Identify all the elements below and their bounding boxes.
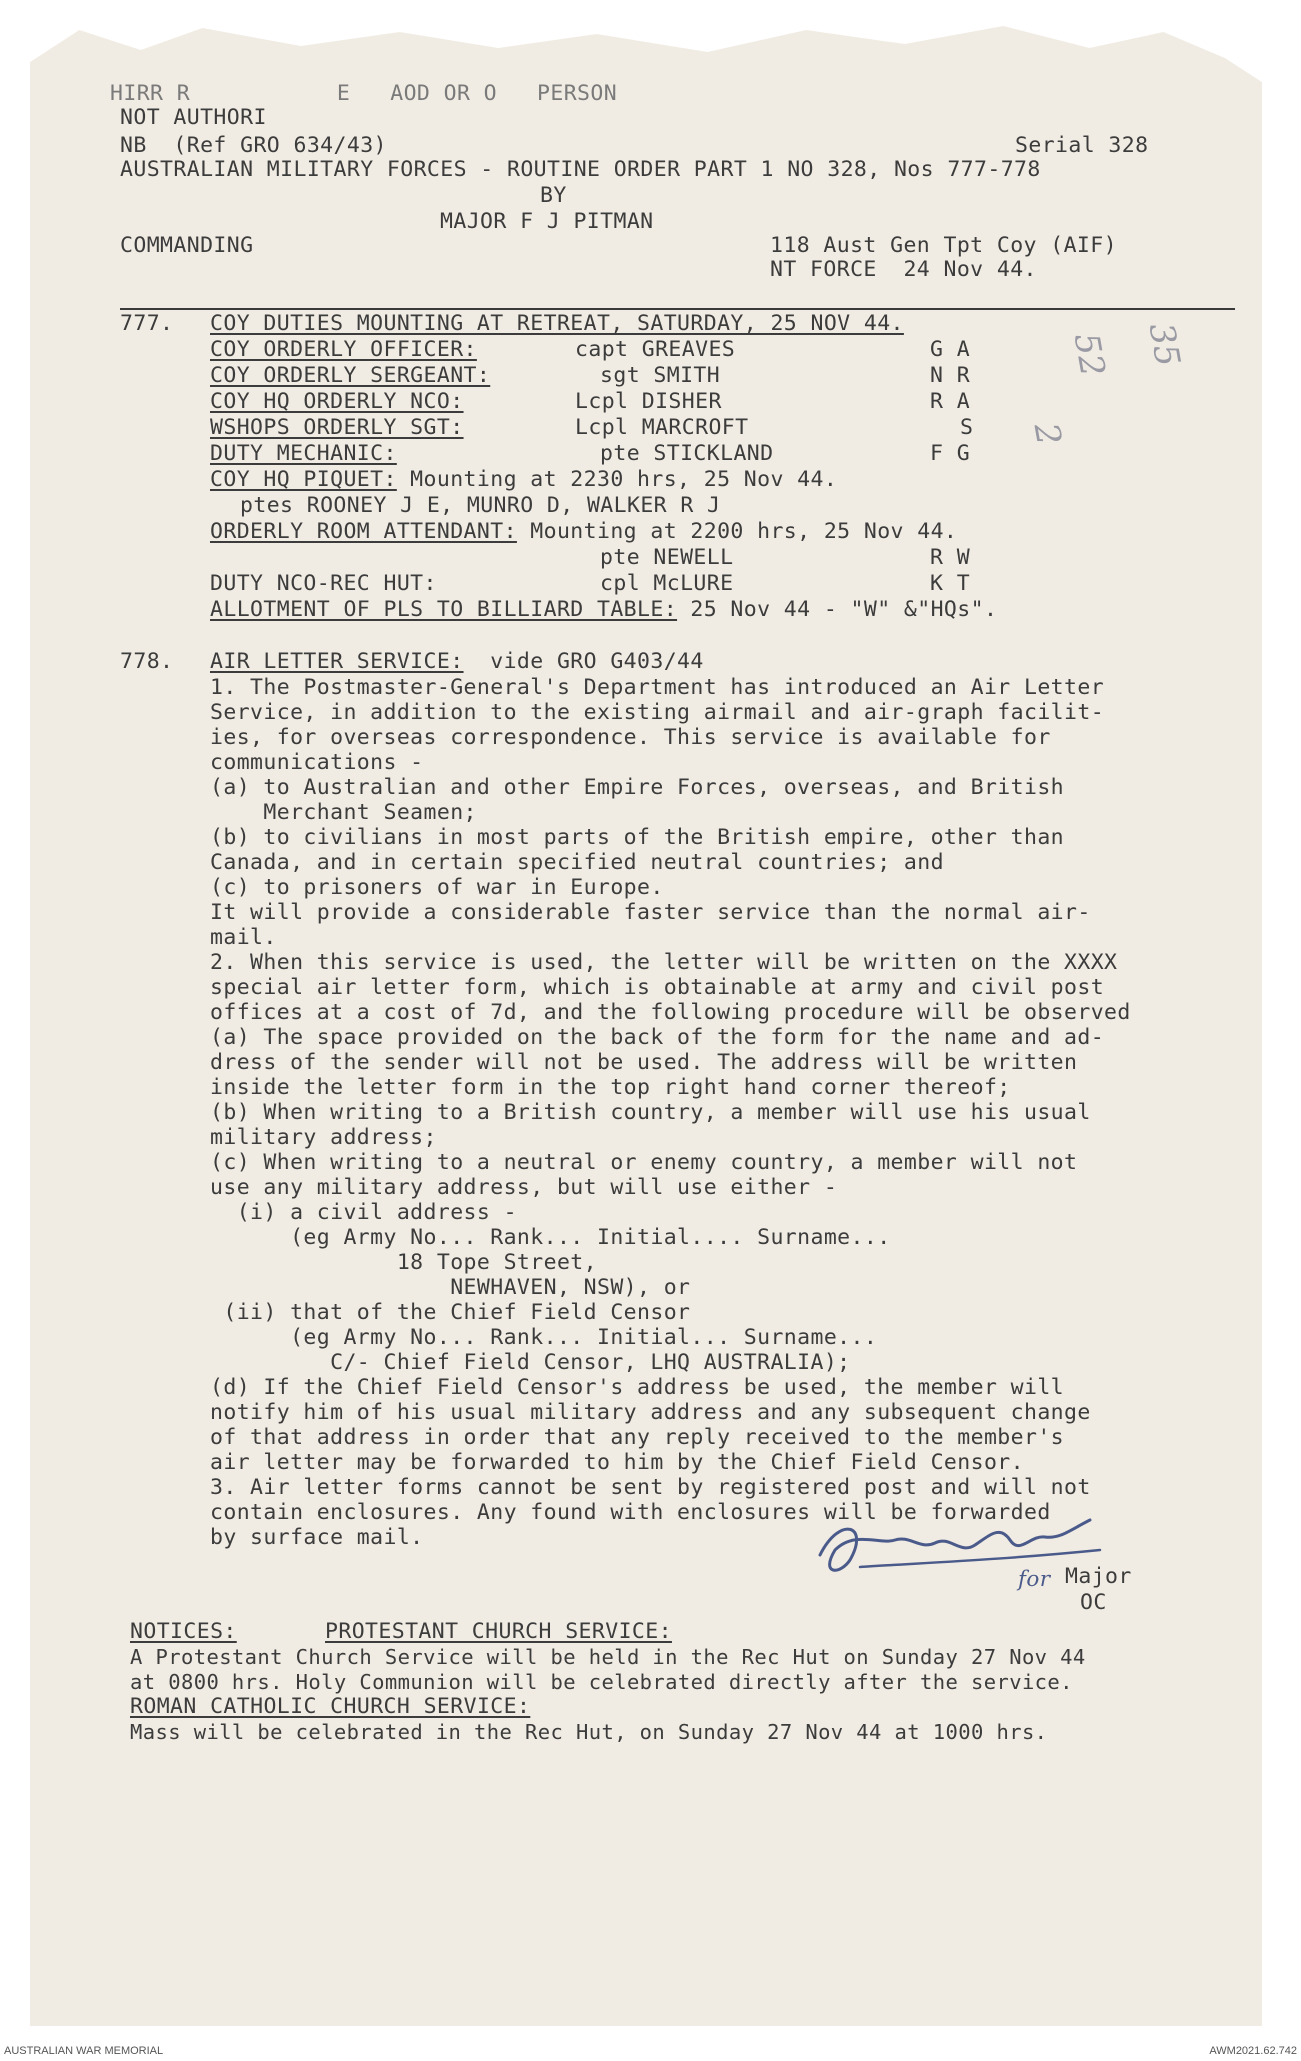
signature-for: for [1018, 1567, 1051, 1592]
body-line: contain enclosures. Any found with enclosures will be forwarded [210, 1500, 1051, 1525]
duty-label: COY HQ ORDERLY NCO: [210, 389, 464, 414]
body-line: Service, in addition to the existing airmail and air-graph facilit- [210, 700, 1105, 725]
orderly-room-label: ORDERLY ROOM ATTENDANT: [210, 519, 517, 544]
duty-code: F G [930, 441, 971, 466]
order-778-ref: vide GRO G403/44 [463, 649, 704, 674]
body-line: 3. Air letter forms cannot be sent by registered post and will not [210, 1475, 1091, 1500]
order-777-number: 777. [120, 311, 174, 336]
body-line: use any military address, but will use either - [210, 1175, 838, 1200]
rec-hut-code: K T [930, 571, 971, 596]
header-ref: NB (Ref GRO 634/43) [120, 133, 387, 158]
duty-code: N R [930, 363, 971, 388]
duty-name: sgt SMITH [600, 363, 721, 388]
header-not-authorised: NOT AUTHORI [120, 105, 267, 130]
header-faded-line: HIRR R E AOD OR O PERSON [110, 81, 618, 106]
body-line: Canada, and in certain specified neutral countries; and [210, 850, 944, 875]
orderly-room-line [210, 520, 957, 544]
footer-accession: AWM2021.62.742 [1209, 2045, 1297, 2057]
header-title: AUSTRALIAN MILITARY FORCES - ROUTINE ORDER PART 1 NO 328, Nos 777-778 [120, 157, 1041, 182]
body-line: C/- Chief Field Censor, LHQ AUSTRALIA); [210, 1350, 851, 1375]
piquet-line [210, 468, 837, 492]
body-line: (eg Army No... Rank... Initial.... Surname... [210, 1225, 891, 1250]
protestant-service-line2: at 0800 hrs. Holy Communion will be celebrated directly after the service. [130, 1670, 1073, 1694]
body-line: Merchant Seamen; [210, 800, 477, 825]
protestant-service-label: PROTESTANT CHURCH SERVICE: [325, 1619, 672, 1644]
body-line: It will provide a considerable faster service than the normal air- [210, 900, 1091, 925]
piquet-names: ptes ROONEY J E, MUNRO D, WALKER R J [240, 493, 721, 518]
body-line: (eg Army No... Rank... Initial... Surname... [210, 1325, 878, 1350]
body-line: by surface mail. [210, 1525, 424, 1550]
body-line: offices at a cost of 7d, and the following procedure will be observed [210, 1000, 1131, 1025]
body-line: notify him of his usual military address and any subsequent change [210, 1400, 1091, 1425]
duty-code: S [960, 415, 974, 440]
body-line: (b) to civilians in most parts of the British empire, other than [210, 825, 1065, 850]
body-line: air letter may be forwarded to him by the Chief Field Censor. [210, 1450, 1024, 1475]
body-line: (a) to Australian and other Empire Forces, overseas, and British [210, 775, 1065, 800]
rec-hut-name: cpl McLURE [600, 571, 734, 596]
catholic-service-label: ROMAN CATHOLIC CHURCH SERVICE: [130, 1694, 531, 1719]
duty-name: capt GREAVES [575, 337, 736, 362]
body-line: special air letter form, which is obtainable at army and civil post [210, 975, 1105, 1000]
rec-hut-label: DUTY NCO-REC HUT: [210, 571, 437, 596]
catholic-service-line: Mass will be celebrated in the Rec Hut, on Sunday 27 Nov 44 at 1000 hrs. [130, 1720, 1048, 1744]
duty-code: R A [930, 389, 971, 414]
pencil-note: 52 [1065, 330, 1113, 380]
signature-major: Major [1065, 1564, 1132, 1589]
pencil-note: 2 [1025, 420, 1069, 449]
duty-name: Lcpl MARCROFT [575, 415, 749, 440]
orderly-room-text: Mounting at 2200 hrs, 25 Nov 44. [516, 519, 958, 544]
duty-name: Lcpl DISHER [575, 389, 722, 414]
header-unit: 118 Aust Gen Tpt Coy (AIF) [770, 233, 1117, 258]
order-778-number: 778. [120, 649, 174, 674]
body-line: (d) If the Chief Field Censor's address be used, the member will [210, 1375, 1065, 1400]
order-778-heading-line [210, 650, 704, 674]
body-line: (i) a civil address - [210, 1200, 517, 1225]
body-line: mail. [210, 925, 277, 950]
footer-institution: AUSTRALIAN WAR MEMORIAL [4, 2045, 164, 2057]
body-line: (a) The space provided on the back of the form for the name and ad- [210, 1025, 1105, 1050]
body-line: dress of the sender will not be used. The address will be written [210, 1050, 1078, 1075]
orderly-room-code: R W [930, 545, 971, 570]
notices-label: NOTICES: [130, 1619, 237, 1644]
header-commanding: COMMANDING [120, 233, 254, 258]
body-line: (b) When writing to a British country, a member will use his usual [210, 1100, 1091, 1125]
body-line: inside the letter form in the top right hand corner thereof; [210, 1075, 1011, 1100]
order-778-heading: AIR LETTER SERVICE: [210, 649, 464, 674]
body-line: 18 Tope Street, [210, 1250, 597, 1275]
body-line: (c) to prisoners of war in Europe. [210, 875, 664, 900]
duty-label: WSHOPS ORDERLY SGT: [210, 415, 464, 440]
signature-oc: OC [1080, 1590, 1107, 1615]
protestant-service-line1: A Protestant Church Service will be held in the Rec Hut on Sunday 27 Nov 44 [130, 1645, 1086, 1669]
duty-label: COY ORDERLY SERGEANT: [210, 363, 491, 388]
header-by: BY [540, 183, 567, 208]
body-line: 2. When this service is used, the letter will be written on the XXXX [210, 950, 1118, 975]
body-line: (c) When writing to a neutral or enemy country, a member will not [210, 1150, 1078, 1175]
piquet-label: COY HQ PIQUET: [210, 467, 397, 492]
piquet-text: Mounting at 2230 hrs, 25 Nov 44. [396, 467, 838, 492]
body-line: NEWHAVEN, NSW), or [210, 1275, 691, 1300]
duty-name: pte STICKLAND [600, 441, 774, 466]
duty-label: DUTY MECHANIC: [210, 441, 397, 466]
orderly-room-name: pte NEWELL [600, 545, 734, 570]
divider-line [120, 308, 1235, 310]
body-line: military address; [210, 1125, 437, 1150]
header-major: MAJOR F J PITMAN [440, 209, 654, 234]
body-line: communications - [210, 750, 424, 775]
body-line: 1. The Postmaster-General's Department has introduced an Air Letter [210, 675, 1105, 700]
duty-label: COY ORDERLY OFFICER: [210, 337, 477, 362]
pencil-note: 35 [1140, 320, 1188, 370]
body-line: ies, for overseas correspondence. This service is available for [210, 725, 1051, 750]
billiard-text: 25 Nov 44 - "W" &"HQs". [677, 597, 998, 622]
order-777-heading: COY DUTIES MOUNTING AT RETREAT, SATURDAY, 25 NOV 44. [210, 311, 904, 336]
header-serial: Serial 328 [1015, 133, 1149, 158]
body-line: (ii) that of the Chief Field Censor [210, 1300, 691, 1325]
duty-code: G A [930, 337, 971, 362]
body-line: of that address in order that any reply received to the member's [210, 1425, 1065, 1450]
billiard-label: ALLOTMENT OF PLS TO BILLIARD TABLE: [210, 597, 678, 622]
header-force-date: NT FORCE 24 Nov 44. [770, 257, 1037, 282]
billiard-line [210, 598, 997, 622]
